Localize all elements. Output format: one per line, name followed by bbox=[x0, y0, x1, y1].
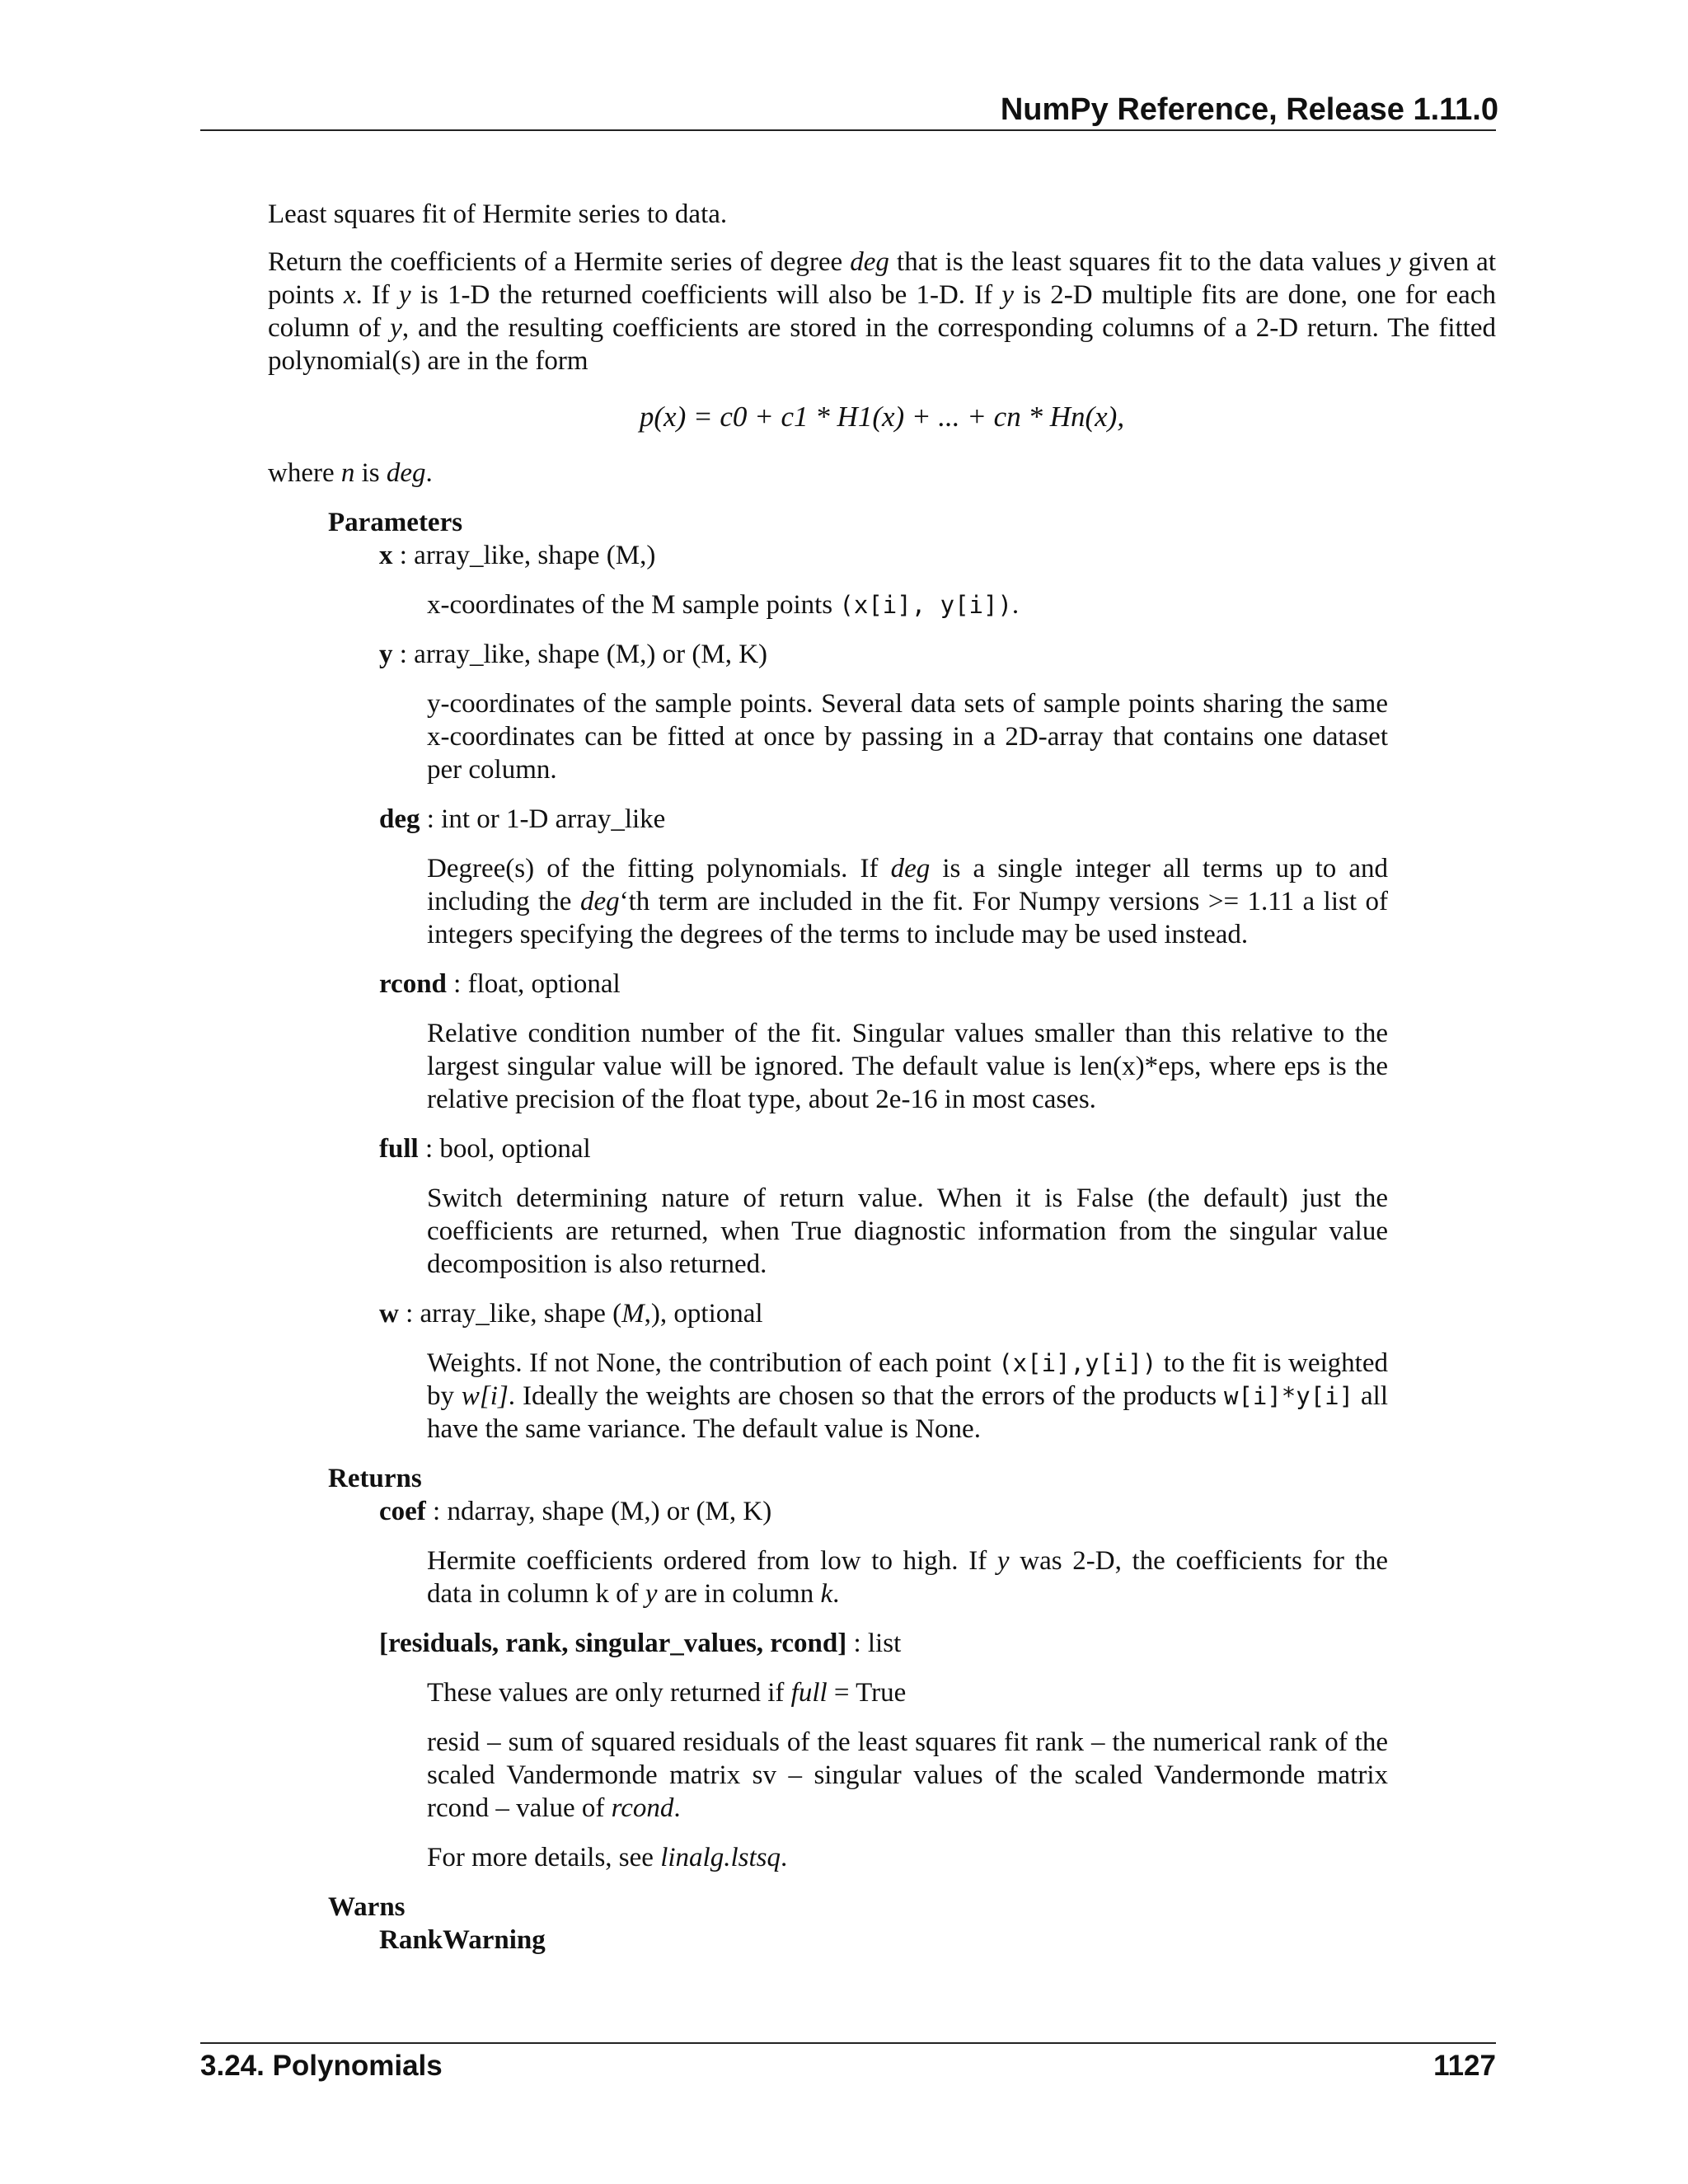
return-residuals-desc2: resid – sum of squared residuals of the least squares fit rank – the numerical rank of the scaled Vandermonde matrix sv – singular values of the scaled Vandermonde matrix rcond – value of rcond. bbox=[427, 1727, 1388, 1823]
param-deg-head: deg : int or 1-D array_like bbox=[379, 804, 666, 834]
warns-section bbox=[328, 1891, 1496, 1957]
param-deg-desc: Degree(s) of the fitting polynomials. If deg is a single integer all terms up to and including the deg‘th term are included in the fit. For Numpy versions >= 1.11 a list of integers specifying the degrees of the terms to include may be used instead. bbox=[427, 854, 1389, 949]
return-residuals-desc3: For more details, see linalg.lstsq. bbox=[427, 1843, 788, 1872]
linalg-lstsq-link[interactable]: linalg.lstsq bbox=[660, 1843, 781, 1872]
intro-paragraph: Return the coefficients of a Hermite series of degree deg that is the least squares fit to the data values y given at points x. If y is 1-D the returned coefficients will also be 1-D. If y is 2-D multiple fits are done, one for each column of y, and the resulting coefficients are stored in the corresponding columns of a 2-D return. The fitted polynomial(s) are in the form bbox=[268, 247, 1496, 376]
running-header-title: NumPy Reference, Release 1.11.0 bbox=[1000, 92, 1498, 127]
warns-item: RankWarning bbox=[379, 1925, 546, 1955]
param-x-head: x : array_like, shape (M,) bbox=[379, 541, 656, 570]
equation: p(x) = c0 + c1 * H1(x) + ... + cn * Hn(x), bbox=[639, 401, 1125, 433]
parameters-section bbox=[328, 506, 1496, 1446]
return-coef-desc: Hermite coefficients ordered from low to high. If y was 2-D, the coefficients for the data in column k of y are in column k. bbox=[427, 1546, 1388, 1609]
param-full-desc: Switch determining nature of return value. When it is False (the default) just the coefficients are returned, when True diagnostic information from the singular value decomposition is also returned. bbox=[427, 1183, 1388, 1279]
param-w-desc: Weights. If not None, the contribution of each point (x[i],y[i]) to the fit is weighted by w[i]. Ideally the weights are chosen so that the errors of the products w[i]*y[i] all have the same variance. The default value is None. bbox=[427, 1348, 1389, 1444]
doc-body bbox=[268, 198, 1496, 1957]
return-residuals-head: [residuals, rank, singular_values, rcond] : list bbox=[379, 1629, 902, 1658]
warns-title: Warns bbox=[328, 1892, 406, 1922]
returns-title: Returns bbox=[328, 1464, 422, 1493]
return-residuals-desc1: These values are only returned if full = True bbox=[427, 1678, 907, 1708]
param-full-head: full : bool, optional bbox=[379, 1134, 591, 1164]
summary-line: Least squares fit of Hermite series to data. bbox=[268, 199, 728, 229]
param-w-head: w : array_like, shape (M,), optional bbox=[379, 1299, 763, 1329]
return-coef-head: coef : ndarray, shape (M,) or (M, K) bbox=[379, 1497, 772, 1526]
param-rcond-desc: Relative condition number of the fit. Singular values smaller than this relative to the largest singular value will be ignored. The default value is len(x)*eps, where eps is the relative precision of the float type, about 2e-16 in most cases. bbox=[427, 1019, 1388, 1114]
page-number: 1127 bbox=[1433, 2050, 1496, 2082]
parameters-title: Parameters bbox=[328, 508, 463, 537]
param-x-desc: x-coordinates of the M sample points (x[i], y[i]). bbox=[427, 590, 1020, 620]
footer-section: 3.24. Polynomials bbox=[200, 2050, 443, 2082]
returns-section bbox=[328, 1462, 1496, 1874]
header-rule bbox=[200, 129, 1496, 131]
param-y-head: y : array_like, shape (M,) or (M, K) bbox=[379, 640, 768, 669]
param-rcond-head: rcond : float, optional bbox=[379, 969, 621, 999]
footer-rule bbox=[200, 2042, 1496, 2044]
where-line: where n is deg. bbox=[268, 458, 433, 488]
param-y-desc: y-coordinates of the sample points. Several data sets of sample points sharing the same x-coordinates can be fitted at once by passing in a 2D-array that contains one dataset per column. bbox=[427, 689, 1388, 785]
